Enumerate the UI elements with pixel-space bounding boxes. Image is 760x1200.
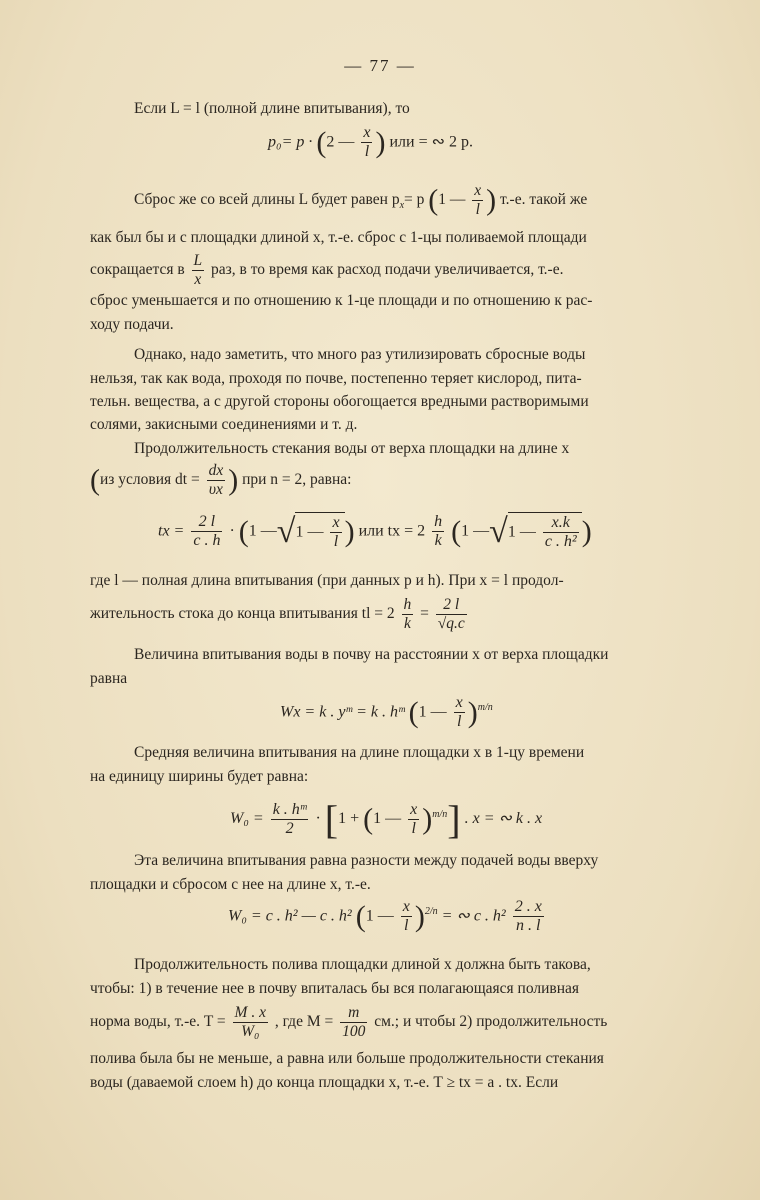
text-line: Если L = l (полной длине впитывания), то (134, 100, 410, 117)
text-line: как был бы и с площадки длиной x, т.-е. сброс с 1-цы поливаемой площади (90, 229, 587, 246)
text-line: на единицу ширины будет равна: (90, 768, 309, 785)
text-line: сброс уменьшается и по отношению к 1-це площади и по отношению к рас- (90, 292, 593, 309)
formula-w0: W₀ = $\frac{\text{k . hᵐ}}{2}$ · [1 + (1 — $\frac{x}{l}$ )$^{m/n}$] . x = ∾ k . x (230, 797, 543, 842)
text-line: Эта величина впитывания равна разности между подачей воды вверху (134, 852, 599, 869)
formula-wx: Wx = k . yᵐ = k . hᵐ (1 — $\frac{x}{l}$ )$^{m/n}$ (280, 694, 493, 731)
text-line: полива была бы не меньше, а равна или больше продолжительности стекания (90, 1050, 604, 1067)
formula-w0-diff: W₀ = c . h² — c . h² (1 — $\frac{x}{l}$ )$^{2/n}$ = ∾ c . h² $\frac{2 . x}{n . l}$ (228, 898, 542, 935)
text-line: Величина впитывания воды в почву на расстоянии x от верха площадки (134, 646, 609, 663)
text-line: Продолжительность полива площадки длиной x должна быть такова, (134, 956, 591, 973)
formula-p0: p₀= p · (2 — $\frac{x}{l}$ ) или = ∾ 2 p. (268, 124, 474, 161)
text-line: где l — полная длина впитывания (при данных p и h). При x = l продол- (90, 572, 564, 589)
text-line: площадки и сбросом с нее на длине x, т.-е. (90, 876, 371, 893)
text-line: Сброс же со всей длины L будет равен $p_x= p$ (1 — $\frac{x}{l}$ ) т.-е. такой же (134, 182, 588, 218)
text-line: воды (даваемой слоем h) до конца площадки x, т.-е. T ≥ tx = a . tx. Если (90, 1074, 559, 1091)
text-line: тельн. вещества, а с другой стороны обогощается вредными растворимыми (90, 393, 589, 410)
text-line: сокращается в $\frac{L}{x}$ раз, в то время как расход подачи увеличивается, т.-е. (90, 252, 564, 288)
page-number: — 77 — (344, 56, 416, 75)
text-line: жительность стока до конца впитывания tl = 2 $\frac{h}{k}$ = $\frac{2 l}{√q.c}$ (90, 596, 465, 632)
text-line: норма воды, т.-е. T = $\frac{M . x}{\text{W₀}}$ , где M = $\frac{m}{100}$ см.; и чтобы 2) продолжительность (90, 1004, 608, 1040)
formula-tx: tx = $\frac{2 l}{c . h}$ · (1 —√1 — $\frac{x}{l}$ ) или tx = 2 $\frac{h}{k}$ (1 —√1 — $\frac{x.k}{\text{c . h²}}$ ) (158, 512, 592, 551)
text-line: нельзя, так как вода, проходя по почве, постепенно теряет кислород, пита- (90, 370, 582, 387)
text-line: (из условия dt = $\frac{dx}{\upsilon x}$ ) при n = 2, равна: (90, 462, 352, 498)
text-line: Однако, надо заметить, что много раз утилизировать сбросные воды (134, 346, 586, 363)
text-line: равна (90, 670, 128, 687)
text-line: солями, закисными соединениями и т. д. (90, 416, 358, 433)
text-line: Продолжительность стекания воды от верха площадки на длине x (134, 440, 570, 457)
text-line: Средняя величина впитывания на длине площадки x в 1-цу времени (134, 744, 585, 761)
text-line: чтобы: 1) в течение нее в почву впиталась бы вся полагающаяся поливная (90, 980, 580, 997)
text-line: ходу подачи. (90, 316, 174, 333)
